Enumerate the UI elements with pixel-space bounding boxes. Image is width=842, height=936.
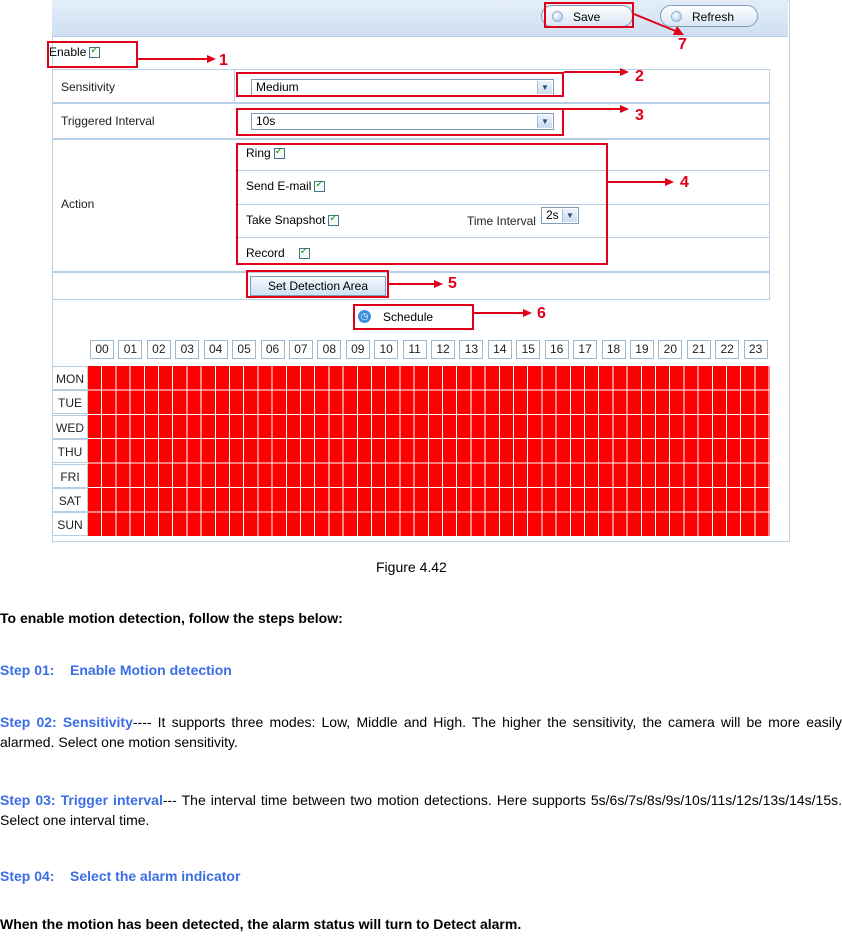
time-interval-label: Time Interval (467, 214, 536, 228)
day-label[interactable]: FRI (52, 464, 88, 488)
step-2-body: ---- It supports three modes: Low, Middle and High. The higher the sensitivity, the camera will be more easily alarmed. Select one motion sensitivity. (0, 714, 842, 750)
hour-label[interactable]: 05 (232, 340, 256, 359)
day-label[interactable]: SUN (52, 512, 88, 536)
callout-arrowhead (207, 55, 216, 63)
hour-label[interactable]: 17 (573, 340, 597, 359)
callout-arrow-1 (138, 58, 208, 60)
callout-number-6: 6 (537, 305, 546, 322)
callout-arrow-6 (474, 312, 524, 314)
hour-label[interactable]: 21 (687, 340, 711, 359)
schedule-grid (52, 340, 770, 540)
hour-label[interactable]: 10 (374, 340, 398, 359)
hour-label[interactable]: 22 (715, 340, 739, 359)
intro-text: To enable motion detection, follow the steps below: (0, 610, 343, 626)
hour-label[interactable]: 13 (459, 340, 483, 359)
figure-caption: Figure 4.42 (376, 559, 447, 575)
callout-arrowhead (620, 68, 629, 76)
sensitivity-label: Sensitivity (61, 80, 116, 94)
schedule-cells[interactable] (88, 366, 770, 537)
step-3-body: --- The interval time between two motion detections. Here supports 5s/6s/7s/8s/9s/10s/11s/12s/13s/14s/15s. Select one interval time. (0, 792, 842, 828)
callout-number-5: 5 (448, 275, 457, 292)
hour-label[interactable]: 01 (118, 340, 142, 359)
hour-label[interactable]: 03 (175, 340, 199, 359)
set-detection-area-label: Set Detection Area (267, 279, 369, 293)
hour-label[interactable]: 04 (204, 340, 228, 359)
step-1: Step 01: Enable Motion detection (0, 662, 232, 678)
day-label[interactable]: WED (52, 415, 88, 439)
callout-box-5 (246, 270, 389, 298)
callout-number-4: 4 (680, 174, 689, 191)
interval-label: Triggered Interval (61, 114, 155, 128)
sensitivity-value: Medium (256, 80, 299, 94)
callout-box-2 (236, 72, 564, 97)
hour-label[interactable]: 12 (431, 340, 455, 359)
step-3-heading: Step 03: Trigger interval (0, 792, 163, 808)
footer-text: When the motion has been detected, the alarm status will turn to Detect alarm. (0, 916, 522, 932)
refresh-button[interactable]: Refresh (660, 5, 758, 27)
save-button[interactable]: Save (541, 5, 633, 27)
callout-arrowhead (523, 309, 532, 317)
action-label: Action (61, 197, 95, 211)
day-label[interactable]: THU (52, 439, 88, 463)
step-3 (0, 790, 842, 830)
callout-number-7: 7 (678, 36, 687, 53)
chevron-down-icon: ▼ (562, 209, 577, 222)
hour-label[interactable]: 09 (346, 340, 370, 359)
interval-value: 10s (256, 114, 276, 128)
hour-label[interactable]: 00 (90, 340, 114, 359)
step-2 (0, 712, 842, 752)
hour-label[interactable]: 02 (147, 340, 171, 359)
callout-arrow-5 (389, 283, 435, 285)
record-label: Record (246, 246, 285, 260)
callout-box-7 (544, 2, 634, 28)
hour-label[interactable]: 06 (261, 340, 285, 359)
time-interval-value: 2s (546, 208, 559, 222)
ring-label: Ring (246, 146, 271, 160)
callout-arrowhead (665, 178, 674, 186)
hour-label[interactable]: 23 (744, 340, 768, 359)
hour-label[interactable]: 08 (317, 340, 341, 359)
callout-box-6 (353, 304, 474, 330)
detection-area-row (52, 272, 770, 300)
snapshot-label: Take Snapshot (246, 213, 326, 227)
day-label[interactable]: MON (52, 366, 88, 390)
callout-arrowhead (434, 280, 443, 288)
step-2-heading: Step 02: Sensitivity (0, 714, 133, 730)
callout-box-3 (236, 108, 564, 136)
callout-box-4 (236, 143, 608, 265)
hour-label[interactable]: 19 (630, 340, 654, 359)
enable-label: Enable (49, 45, 87, 59)
hour-label[interactable]: 15 (516, 340, 540, 359)
hour-label[interactable]: 18 (602, 340, 626, 359)
clock-icon: ◷ (358, 310, 371, 323)
day-label[interactable]: SAT (52, 488, 88, 512)
callout-arrow-4 (608, 181, 666, 183)
hour-label[interactable]: 14 (488, 340, 512, 359)
email-label: Send E-mail (246, 179, 312, 193)
callout-arrow-3 (564, 108, 621, 110)
schedule-label: Schedule (383, 310, 434, 324)
day-label[interactable]: TUE (52, 390, 88, 414)
hour-label[interactable]: 20 (658, 340, 682, 359)
callout-arrow-2 (564, 71, 621, 73)
callout-number-3: 3 (635, 107, 644, 124)
hour-label[interactable]: 16 (545, 340, 569, 359)
step-4: Step 04: Select the alarm indicator (0, 868, 241, 884)
callout-arrowhead (620, 105, 629, 113)
hour-label[interactable]: 11 (403, 340, 427, 359)
callout-box-1 (47, 41, 138, 68)
callout-number-2: 2 (635, 68, 644, 85)
callout-number-1: 1 (219, 52, 228, 69)
hour-label[interactable]: 07 (289, 340, 313, 359)
chevron-down-icon: ▼ (537, 115, 552, 128)
chevron-down-icon: ▼ (537, 81, 552, 94)
